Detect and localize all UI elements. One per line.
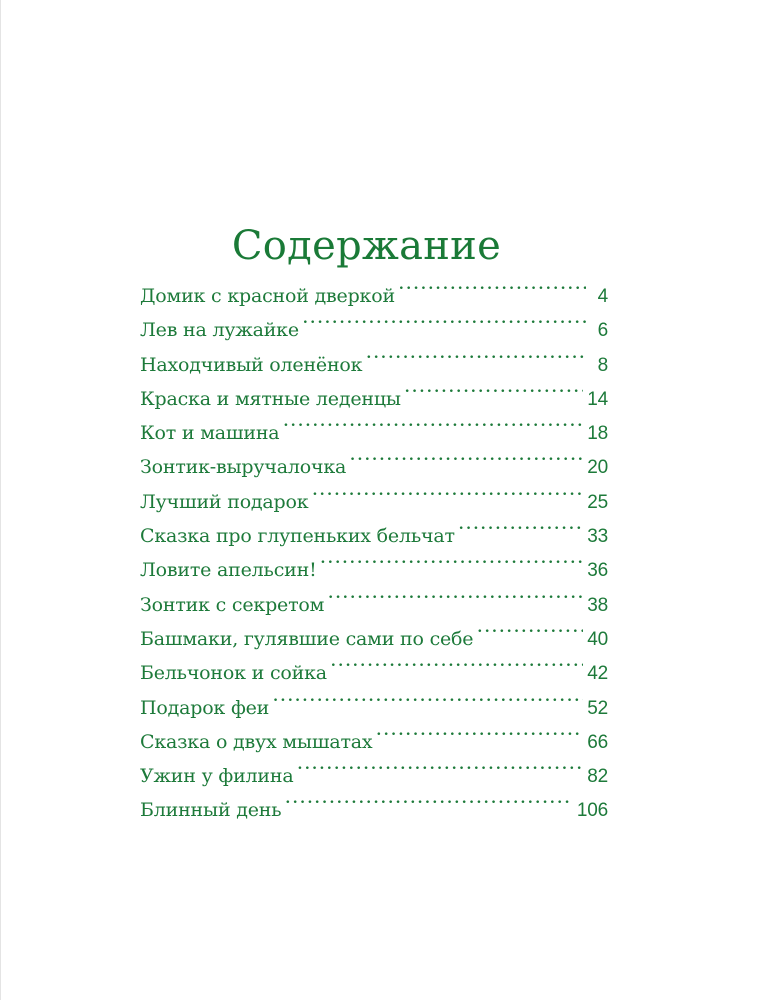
toc-entry-title: Домик с красной дверкой <box>140 285 395 307</box>
toc-dot-leader <box>283 405 583 439</box>
toc-dot-leader <box>273 680 583 714</box>
toc-entry-page: 20 <box>587 457 608 479</box>
toc-dot-leader <box>297 748 583 782</box>
toc-dot-leader <box>399 268 586 302</box>
toc-entry-page: 52 <box>587 697 608 719</box>
toc-entry-page: 33 <box>587 526 608 548</box>
toc-entry-page: 82 <box>587 766 608 788</box>
toc-entry-page: 42 <box>587 663 608 685</box>
toc-dot-leader <box>350 439 583 473</box>
toc-dot-leader <box>405 371 583 405</box>
toc-dot-leader <box>321 542 584 576</box>
toc-dot-leader <box>285 782 572 816</box>
toc-entry-page: 66 <box>587 731 608 753</box>
toc-entry-title: Кот и машина <box>140 422 280 445</box>
toc-entry-page: 8 <box>597 354 608 376</box>
toc-entry-title: Сказка про глупеньких бельчат <box>140 525 455 548</box>
toc-entry-title: Зонтик с секретом <box>140 593 325 616</box>
toc-dot-leader <box>303 302 586 336</box>
toc-dot-leader <box>376 714 583 748</box>
toc-entry-title: Лев на лужайке <box>140 319 299 342</box>
toc-entry-title: Зонтик-выручалочка <box>140 456 347 479</box>
table-of-contents <box>140 268 608 822</box>
toc-entry-title: Ловите апельсин! <box>140 559 317 582</box>
toc-entry-title: Сказка о двух мышатах <box>140 730 373 753</box>
toc-dot-leader <box>312 474 583 508</box>
toc-dot-leader <box>459 508 584 542</box>
toc-entry <box>140 268 608 307</box>
toc-entry-page: 40 <box>587 628 608 650</box>
toc-dot-leader <box>477 611 583 645</box>
toc-entry-title: Башмаки, гулявшие сами по себе <box>140 627 474 650</box>
toc-entry-title: Краска и мятные леденцы <box>140 387 401 410</box>
toc-dot-leader <box>331 645 583 679</box>
toc-entry-page: 36 <box>587 560 608 582</box>
toc-entry-page: 25 <box>587 491 608 513</box>
toc-entry-title: Ужин у филина <box>140 765 294 788</box>
toc-entry-title: Бельчонок и сойка <box>140 662 327 685</box>
toc-entry-page: 14 <box>587 388 608 410</box>
page-title: Содержание <box>231 222 502 269</box>
toc-entry-page: 106 <box>576 800 608 822</box>
toc-entry-title: Находчивый оленёнок <box>140 353 363 376</box>
toc-entry-title: Блинный день <box>140 799 282 822</box>
toc-entry-page: 18 <box>587 423 608 445</box>
toc-dot-leader <box>328 577 583 611</box>
toc-entry-page: 6 <box>597 320 608 342</box>
toc-dot-leader <box>366 337 586 371</box>
toc-entry-page: 38 <box>587 594 608 616</box>
toc-entry-title: Подарок феи <box>140 696 270 719</box>
toc-entry-page: 4 <box>597 286 608 307</box>
toc-entry-title: Лучший подарок <box>140 490 309 513</box>
